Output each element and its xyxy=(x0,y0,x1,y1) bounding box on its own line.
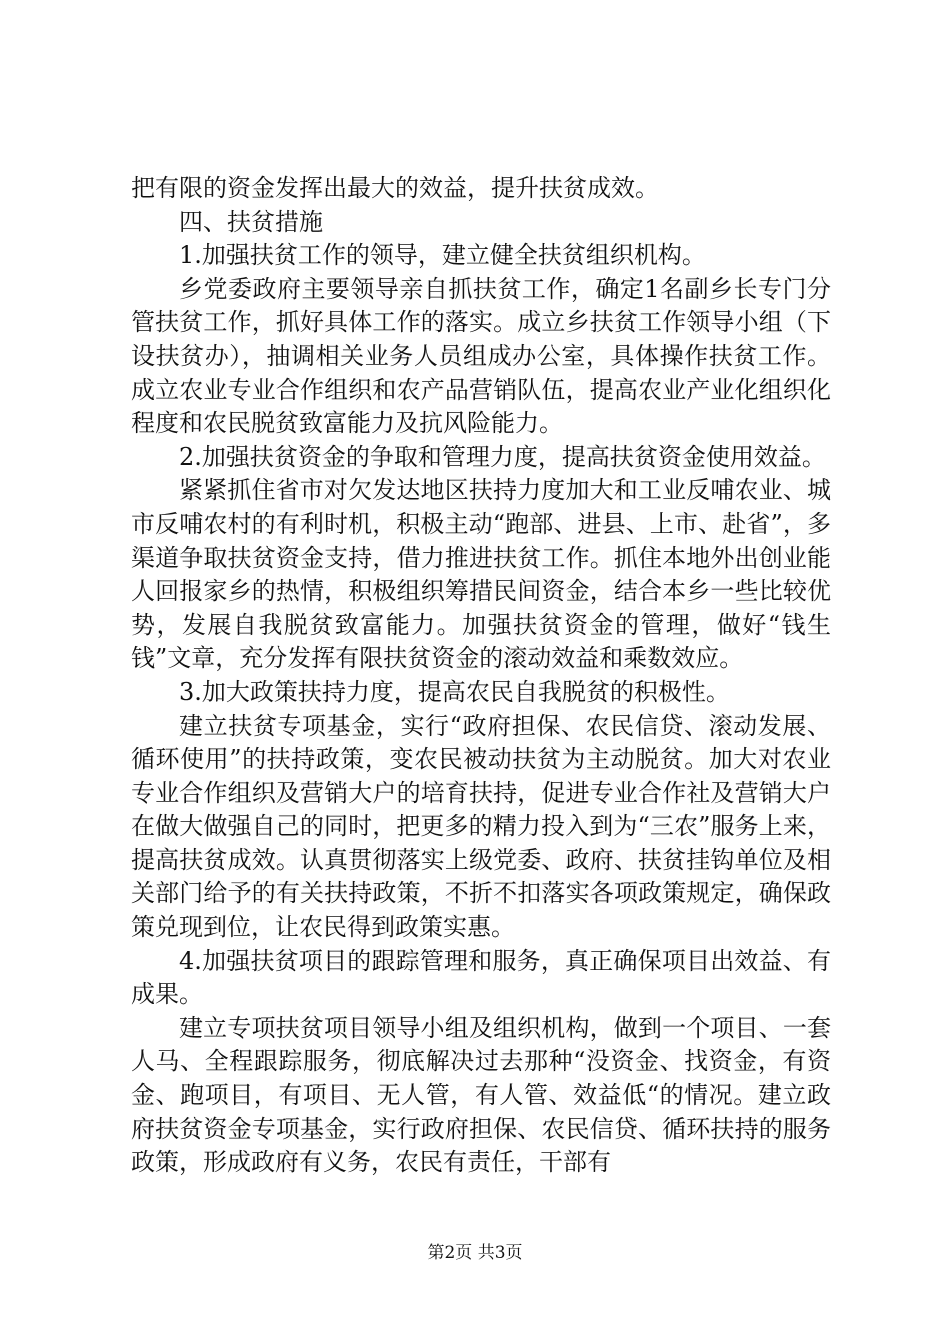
measure-heading-4: 4.加强扶贫项目的跟踪管理和服务，真正确保项目出效益、有成果。 xyxy=(131,946,831,1009)
measure-body-2: 紧紧抓住省市对欠发达地区扶持力度加大和工业反哺农业、城市反哺农村的有利时机，积极主动“跑部、进县、上市、赴省”，多渠道争取扶贫资金支持，借力推进扶贫工作。抓住本地外出创业能人回报家乡的热情，积极组织筹措民间资金，结合本乡一些比较优势，发展自我脱贫致富能力。加强扶贫资金的管理，做好“钱生钱”文章，充分发挥有限扶贫资金的滚动效益和乘数效应。 xyxy=(131,476,831,673)
measure-body-3: 建立扶贫专项基金，实行“政府担保、农民信贷、滚动发展、循环使用”的扶持政策，变农民被动扶贫为主动脱贫。加大对农业专业合作组织及营销大户的培育扶持，促进专业合作社及营销大户在做大做强自己的同时，把更多的精力投入到为“三农”服务上来，提高扶贫成效。认真贯彻落实上级党委、政府、扶贫挂钩单位及相关部门给予的有关扶持政策，不折不扣落实各项政策规定，确保政策兑现到位，让农民得到政策实惠。 xyxy=(131,711,831,942)
measure-body-4: 建立专项扶贫项目领导小组及组织机构，做到一个项目、一套人马、全程跟踪服务，彻底解决过去那种“没资金、找资金，有资金、跑项目，有项目、无人管，有人管、效益低“的情况。建立政府扶贫资金专项基金，实行政府担保、农民信贷、循环扶持的服务政策，形成政府有义务，农民有责任，干部有 xyxy=(131,1013,831,1177)
measure-body-1: 乡党委政府主要领导亲自抓扶贫工作，确定1名副乡长专门分管扶贫工作，抓好具体工作的落实。成立乡扶贫工作领导小组（下设扶贫办），抽调相关业务人员组成办公室，具体操作扶贫工作。成立农业专业合作组织和农产品营销队伍，提高农业产业化组织化程度和农民脱贫致富能力及抗风险能力。 xyxy=(131,274,831,438)
measure-heading-2: 2.加强扶贫资金的争取和管理力度，提高扶贫资金使用效益。 xyxy=(179,442,826,471)
paragraph-continuation: 把有限的资金发挥出最大的效益，提升扶贫成效。 xyxy=(131,174,659,202)
measure-heading-1: 1.加强扶贫工作的领导，建立健全扶贫组织机构。 xyxy=(179,241,706,270)
page-footer: 第2页 共3页 xyxy=(427,1243,523,1263)
document-body xyxy=(131,172,831,1180)
measure-heading-3: 3.加大政策扶持力度，提高农民自我脱贫的积极性。 xyxy=(179,677,730,706)
section-heading: 四、扶贫措施 xyxy=(179,207,323,236)
